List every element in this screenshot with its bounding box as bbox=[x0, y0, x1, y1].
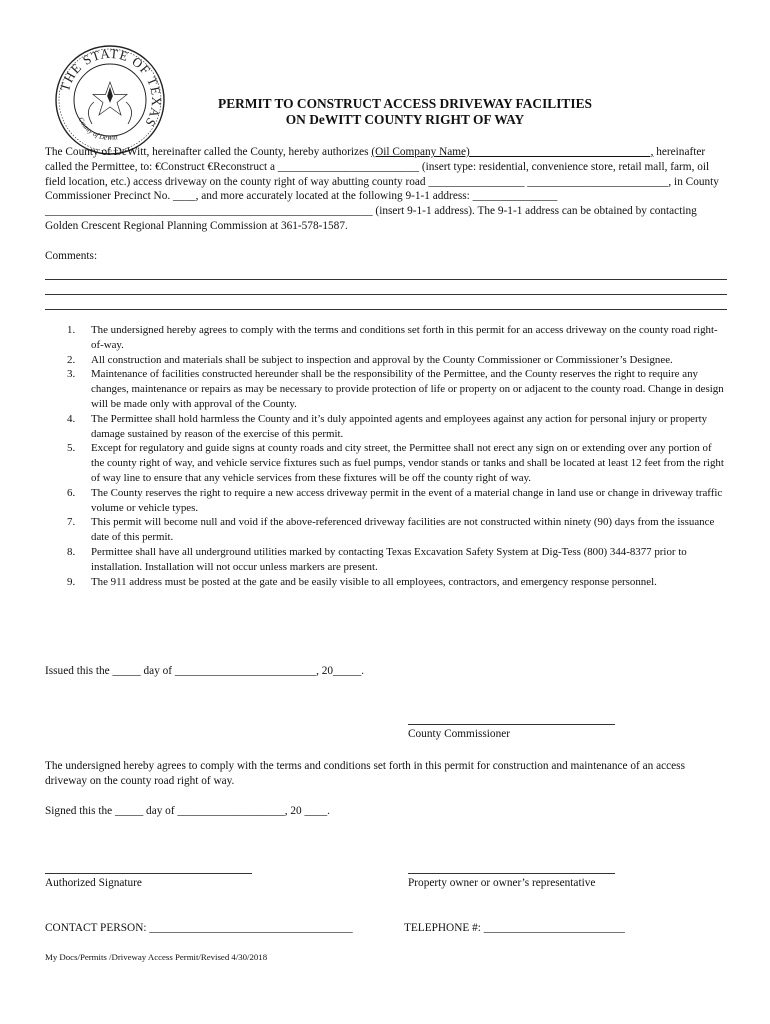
intro-paragraph bbox=[45, 145, 727, 234]
term-item: 8. Permittee shall have all underground utilities marked by contacting Texas Excavation Safety System at Dig-Tess (800) 344-8377 prior to installation. Installation will not occur unless markers are present. bbox=[67, 545, 687, 573]
owner-rep-label: Property owner or owner’s representative bbox=[408, 877, 596, 889]
footer-revision: My Docs/Permits /Driveway Access Permit/Revised 4/30/2018 bbox=[45, 952, 268, 962]
commissioner-signature-line[interactable] bbox=[408, 724, 615, 725]
comment-line[interactable] bbox=[45, 295, 727, 310]
term-item: 5. Except for regulatory and guide signs at county roads and city street, the Permittee shall not erect any sign on or extending over any portion of the county right of way, and vehicle service fixtures such as fuel pumps, vendor stands or tanks and shall be located at least 12 feet from the right of way line to ensure that any vehicle services from these fixtures will be off the county right of way. bbox=[67, 442, 724, 484]
title-line-2: ON DeWITT COUNTY RIGHT OF WAY bbox=[285, 112, 525, 127]
commissioner-label: County Commissioner bbox=[408, 728, 510, 740]
comment-line[interactable] bbox=[45, 265, 727, 280]
term-item: 6. The County reserves the right to require a new access driveway permit in the event of a material change in land use or change in driveway traffic volume or vehicle types. bbox=[67, 486, 723, 514]
term-item: 3. Maintenance of facilities constructed hereunder shall be the responsibility of the Permittee, and the County reserves the right to require any changes, maintenance or repairs as may be necessary to provide protection of life or property on or adjacent to the county road. Change in design will be made only with approval of the County. bbox=[67, 368, 724, 410]
document-title bbox=[0, 96, 770, 128]
comments-lines[interactable] bbox=[45, 265, 727, 310]
owner-signature-line[interactable] bbox=[408, 873, 615, 874]
term-item: 9. The 911 address must be posted at the gate and be easily visible to all employees, contractors, and emergency response personnel. bbox=[67, 575, 657, 588]
term-item: 4. The Permittee shall hold harmless the County and it’s duly appointed agents and employees against any action for personal injury or property damage sustained by reason of the exercise of this permit. bbox=[67, 412, 708, 440]
intro-text-1: The County of DeWitt, hereinafter called the County, hereby authorizes bbox=[45, 146, 372, 158]
authorized-signature-label: Authorized Signature bbox=[45, 877, 142, 889]
title-line-1: PERMIT TO CONSTRUCT ACCESS DRIVEWAY FACILITIES bbox=[218, 96, 592, 111]
company-name-field[interactable]: (Oil Company Name)________________________________, bbox=[371, 146, 654, 158]
seal-inner-text: County of DeWitt bbox=[76, 115, 119, 143]
term-item: 7. This permit will become null and void if the above-referenced driveway facilities are not constructed within ninety (90) days from the issuance date of this permit. bbox=[67, 516, 715, 544]
intro-text-2: hereinafter called the Permittee, to: €Construct €Reconstruct a _________________________ (insert type: residential, convenience store, retail mall, farm, oil field location, etc.) access driveway on the county right of way abutting county road _________________ _________________________, in County Commissioner Precinct No. ____, and more accurately located at the following 9-1-1 address: _______________ __________________________________________________________ (insert 9-1-1 address). The 9-1-1 address can be obtained by contacting Golden Crescent Regional Planning Commission at 361-578-1587. bbox=[45, 146, 719, 232]
term-item: 2. All construction and materials shall be subject to inspection and approval by the County Commissioner or Commissioner’s Designee. bbox=[67, 353, 673, 366]
issued-date-line[interactable]: Issued this the _____ day of _________________________, 20_____. bbox=[45, 665, 365, 677]
signed-date-line[interactable]: Signed this the _____ day of ___________________, 20 ____. bbox=[45, 805, 330, 817]
term-item: 1. The undersigned hereby agrees to comply with the terms and conditions set forth in this permit for an access driveway on the county road right-of-way. bbox=[67, 324, 718, 351]
comment-line[interactable] bbox=[45, 280, 727, 295]
telephone-field[interactable]: TELEPHONE #: _________________________ bbox=[404, 922, 625, 934]
contact-person-field[interactable]: CONTACT PERSON: ____________________________________ bbox=[45, 922, 353, 934]
authorized-signature-line[interactable] bbox=[45, 873, 252, 874]
seal-ring-text: THE STATE OF TEXAS bbox=[57, 45, 165, 130]
agreement-paragraph: The undersigned hereby agrees to comply with the terms and conditions set forth in this permit for construction and maintenance of an access driveway on the county road right of way. bbox=[45, 760, 685, 787]
terms-list bbox=[45, 323, 727, 589]
comments-label: Comments: bbox=[45, 250, 98, 262]
